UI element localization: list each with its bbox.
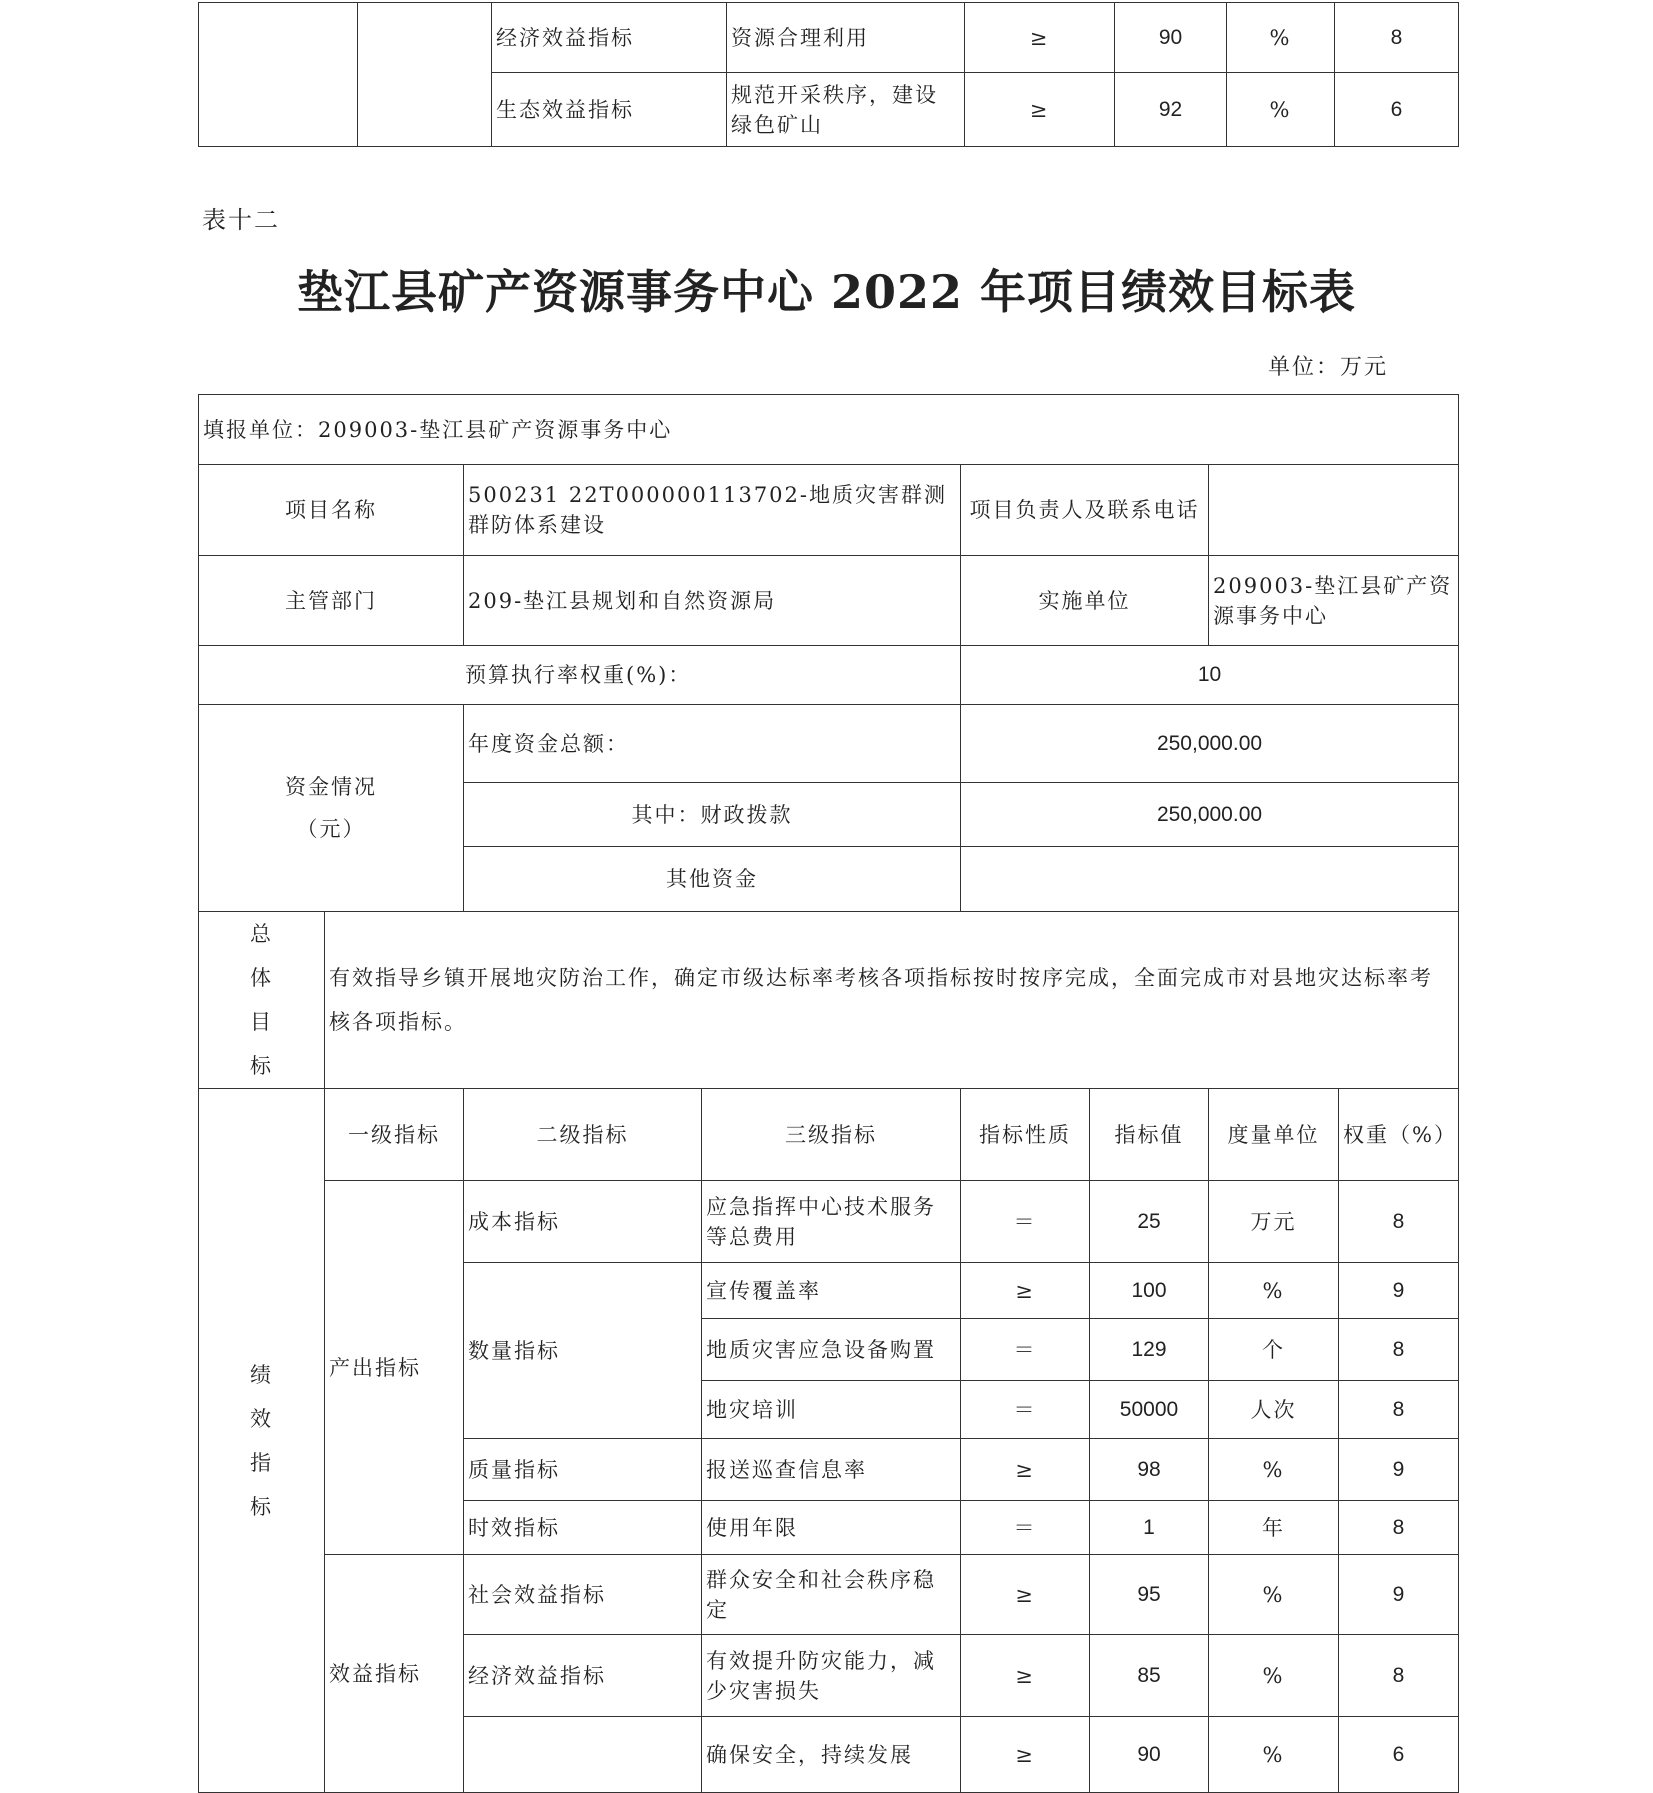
unit-label: 单位：万元 <box>1268 355 1389 380</box>
value-cell: 90 <box>1090 1717 1209 1793</box>
table-row <box>199 705 1459 783</box>
nature-cell: ≥ <box>965 73 1115 147</box>
header-value: 指标值 <box>1090 1089 1209 1181</box>
output-indicators-label: 产出指标 <box>325 1181 464 1555</box>
nature-cell: ≥ <box>961 1263 1090 1319</box>
funds-label-line2: （元） <box>296 817 366 841</box>
value-cell: 129 <box>1090 1319 1209 1381</box>
value-cell: 50000 <box>1090 1381 1209 1439</box>
funds-total-value: 250,000.00 <box>961 705 1459 783</box>
funds-other-value <box>961 847 1459 912</box>
quality-indicator-label: 质量指标 <box>464 1439 702 1501</box>
page-title: 垫江县矿产资源事务中心 2022 年项目绩效目标表 <box>296 265 1357 319</box>
level3-cell: 报送巡查信息率 <box>702 1439 961 1501</box>
time-indicator-label: 时效指标 <box>464 1501 702 1555</box>
empty-cell <box>199 3 358 147</box>
weight-cell: 9 <box>1339 1439 1459 1501</box>
nature-cell: ＝ <box>961 1381 1090 1439</box>
performance-goal-table <box>198 394 1459 1793</box>
table-row <box>199 646 1459 705</box>
table-row <box>199 1555 1459 1635</box>
weight-cell: 6 <box>1339 1717 1459 1793</box>
unit-cell: % <box>1209 1263 1339 1319</box>
table-row <box>199 395 1459 465</box>
level3-cell: 规范开采秩序，建设绿色矿山 <box>727 73 965 147</box>
indicators-label: 绩效指标 <box>199 1089 325 1793</box>
weight-cell: 8 <box>1339 1635 1459 1717</box>
table-row <box>199 3 1459 73</box>
header-level2: 二级指标 <box>464 1089 702 1181</box>
weight-cell: 8 <box>1339 1381 1459 1439</box>
value-cell: 95 <box>1090 1555 1209 1635</box>
unit-cell: 人次 <box>1209 1381 1339 1439</box>
nature-cell: ≥ <box>961 1555 1090 1635</box>
cost-indicator-label: 成本指标 <box>464 1181 702 1263</box>
contact-label: 项目负责人及联系电话 <box>961 465 1209 556</box>
unit-cell: % <box>1209 1439 1339 1501</box>
economic-benefit-label: 经济效益指标 <box>464 1635 702 1717</box>
unit-cell: 个 <box>1209 1319 1339 1381</box>
impl-label: 实施单位 <box>961 556 1209 646</box>
header-level1: 一级指标 <box>325 1089 464 1181</box>
weight-cell: 8 <box>1339 1501 1459 1555</box>
value-cell: 85 <box>1090 1635 1209 1717</box>
value-cell: 98 <box>1090 1439 1209 1501</box>
level3-cell: 地质灾害应急设备购置 <box>702 1319 961 1381</box>
level3-cell: 地灾培训 <box>702 1381 961 1439</box>
benefit-indicators-label: 效益指标 <box>325 1555 464 1793</box>
weight-cell: 8 <box>1339 1181 1459 1263</box>
header-weight: 权重（%） <box>1339 1089 1459 1181</box>
empty-cell <box>358 3 492 147</box>
budget-weight-value: 10 <box>961 646 1459 705</box>
weight-cell: 8 <box>1339 1319 1459 1381</box>
level2-cell: 经济效益指标 <box>492 3 727 73</box>
unit-cell: % <box>1209 1717 1339 1793</box>
value-cell: 100 <box>1090 1263 1209 1319</box>
level3-cell: 使用年限 <box>702 1501 961 1555</box>
nature-cell: ＝ <box>961 1319 1090 1381</box>
funds-fiscal-label: 其中：财政拨款 <box>464 783 961 847</box>
nature-cell: ＝ <box>961 1501 1090 1555</box>
table-row <box>199 465 1459 556</box>
table-row <box>199 912 1459 1089</box>
goal-text: 有效指导乡镇开展地灾防治工作，确定市级达标率考核各项指标按时按序完成，全面完成市对县地灾达标率考核各项指标。 <box>325 912 1459 1089</box>
value-cell: 25 <box>1090 1181 1209 1263</box>
unit-cell: % <box>1227 73 1335 147</box>
quantity-indicator-label: 数量指标 <box>464 1263 702 1439</box>
nature-cell: ≥ <box>961 1635 1090 1717</box>
weight-cell: 9 <box>1339 1263 1459 1319</box>
funds-other-label: 其他资金 <box>464 847 961 912</box>
unit-cell: % <box>1227 3 1335 73</box>
level3-cell: 确保安全，持续发展 <box>702 1717 961 1793</box>
value-cell: 1 <box>1090 1501 1209 1555</box>
table-row <box>199 556 1459 646</box>
unit-cell: 万元 <box>1209 1181 1339 1263</box>
weight-cell: 9 <box>1339 1555 1459 1635</box>
level3-cell: 群众安全和社会秩序稳定 <box>702 1555 961 1635</box>
table-number: 表十二 <box>202 206 280 234</box>
nature-cell: ≥ <box>961 1717 1090 1793</box>
nature-cell: ≥ <box>965 3 1115 73</box>
header-nature: 指标性质 <box>961 1089 1090 1181</box>
goal-label: 总体目标 <box>199 912 325 1089</box>
unit-cell: 年 <box>1209 1501 1339 1555</box>
unit-cell: % <box>1209 1635 1339 1717</box>
level2-cell: 生态效益指标 <box>492 73 727 147</box>
value-cell: 90 <box>1115 3 1227 73</box>
level3-cell: 宣传覆盖率 <box>702 1263 961 1319</box>
budget-weight-label: 预算执行率权重(%)： <box>199 646 961 705</box>
dept-label: 主管部门 <box>199 556 464 646</box>
empty-cell <box>464 1717 702 1793</box>
project-name-label: 项目名称 <box>199 465 464 556</box>
unit-cell: % <box>1209 1555 1339 1635</box>
project-name-value: 500231 22T000000113702-地质灾害群测群防体系建设 <box>464 465 961 556</box>
previous-table-continuation <box>198 2 1459 147</box>
dept-value: 209-垫江县规划和自然资源局 <box>464 556 961 646</box>
filler-unit: 填报单位：209003-垫江县矿产资源事务中心 <box>199 395 1459 465</box>
impl-value: 209003-垫江县矿产资源事务中心 <box>1209 556 1459 646</box>
table-row <box>199 1181 1459 1263</box>
nature-cell: ≥ <box>961 1439 1090 1501</box>
header-level3: 三级指标 <box>702 1089 961 1181</box>
value-cell: 92 <box>1115 73 1227 147</box>
funds-label-line1: 资金情况 <box>285 775 377 799</box>
level3-cell: 有效提升防灾能力，减少灾害损失 <box>702 1635 961 1717</box>
weight-cell: 6 <box>1335 73 1459 147</box>
level3-cell: 资源合理利用 <box>727 3 965 73</box>
funds-fiscal-value: 250,000.00 <box>961 783 1459 847</box>
social-benefit-label: 社会效益指标 <box>464 1555 702 1635</box>
contact-value <box>1209 465 1459 556</box>
table-row <box>199 1089 1459 1181</box>
funds-label <box>199 705 464 912</box>
nature-cell: ＝ <box>961 1181 1090 1263</box>
header-unit: 度量单位 <box>1209 1089 1339 1181</box>
funds-total-label: 年度资金总额： <box>464 705 961 783</box>
weight-cell: 8 <box>1335 3 1459 73</box>
level3-cell: 应急指挥中心技术服务等总费用 <box>702 1181 961 1263</box>
